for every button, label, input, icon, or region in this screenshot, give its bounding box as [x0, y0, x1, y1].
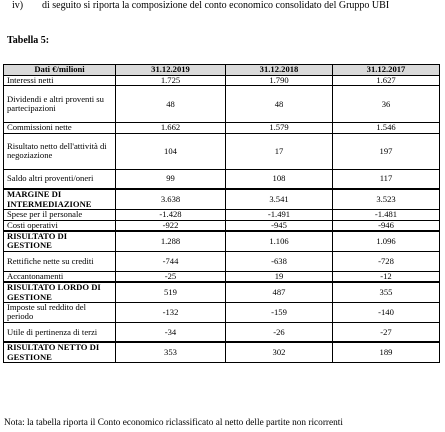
table-row: [4, 210, 440, 220]
table-title: Tabella 5:: [7, 35, 50, 46]
table-row: [4, 189, 440, 209]
row-label: MARGINE DI INTERMEDIAZIONE: [4, 189, 116, 209]
cell-value-2017: 3.523: [333, 189, 440, 209]
cell-value-2019: -25: [116, 271, 226, 282]
row-label: Commissioni nette: [4, 123, 116, 133]
table-row: [4, 302, 440, 322]
cell-value-2019: -132: [116, 302, 226, 322]
cell-value-2019: 99: [116, 169, 226, 189]
table-body: [4, 76, 440, 363]
cell-value-2018: 1.790: [226, 76, 333, 86]
cell-value-2018: -1.491: [226, 210, 333, 220]
cell-value-2017: -140: [333, 302, 440, 322]
table-row: [4, 169, 440, 189]
cell-value-2017: 189: [333, 342, 440, 362]
cell-value-2018: -159: [226, 302, 333, 322]
table-row: [4, 86, 440, 123]
cell-value-2019: -34: [116, 322, 226, 342]
column-header-label: Dati €/milioni: [4, 65, 116, 76]
cell-value-2018: 1.579: [226, 123, 333, 133]
column-header-2017: 31.12.2017: [333, 65, 440, 76]
table-note: Nota: la tabella riporta il Conto economico riclassificato al netto delle partite non ricorrenti: [4, 418, 343, 428]
row-label: Imposte sul reddito del periodo: [4, 302, 116, 322]
table-row: [4, 271, 440, 282]
cell-value-2019: 104: [116, 133, 226, 169]
cell-value-2017: 117: [333, 169, 440, 189]
column-header-2018: 31.12.2018: [226, 65, 333, 76]
row-label: RISULTATO DI GESTIONE: [4, 231, 116, 251]
row-label: Costi operativi: [4, 220, 116, 231]
row-label: Risultato netto dell'attività di negoziazione: [4, 133, 116, 169]
row-label: Rettifiche nette su crediti: [4, 251, 116, 271]
row-label: Interessi netti: [4, 76, 116, 86]
cell-value-2019: -1.428: [116, 210, 226, 220]
table-row: [4, 251, 440, 271]
cell-value-2018: 3.541: [226, 189, 333, 209]
cell-value-2018: -945: [226, 220, 333, 231]
cell-value-2018: -638: [226, 251, 333, 271]
cell-value-2018: 487: [226, 282, 333, 302]
cell-value-2019: 3.638: [116, 189, 226, 209]
row-label: Utile di pertinenza di terzi: [4, 322, 116, 342]
table-row: [4, 282, 440, 302]
column-header-2019: 31.12.2019: [116, 65, 226, 76]
cell-value-2019: 1.288: [116, 231, 226, 251]
cell-value-2019: 353: [116, 342, 226, 362]
cell-value-2017: -12: [333, 271, 440, 282]
cell-value-2019: 48: [116, 86, 226, 123]
cell-value-2017: 197: [333, 133, 440, 169]
cell-value-2018: 1.106: [226, 231, 333, 251]
cell-value-2018: 108: [226, 169, 333, 189]
row-label: Accantonamenti: [4, 271, 116, 282]
table-row: [4, 322, 440, 342]
cell-value-2019: -922: [116, 220, 226, 231]
table-row: [4, 133, 440, 169]
cell-value-2018: 48: [226, 86, 333, 123]
cell-value-2017: -27: [333, 322, 440, 342]
cell-value-2017: 355: [333, 282, 440, 302]
row-label: Saldo altri proventi/oneri: [4, 169, 116, 189]
cell-value-2017: 1.096: [333, 231, 440, 251]
cell-value-2018: 19: [226, 271, 333, 282]
cell-value-2017: -946: [333, 220, 440, 231]
cell-value-2018: 17: [226, 133, 333, 169]
table-row: [4, 342, 440, 362]
row-label: Spese per il personale: [4, 210, 116, 220]
table-row: [4, 231, 440, 251]
intro-text: di seguito si riporta la composizione del conto economico consolidato del Gruppo UBI: [42, 0, 390, 11]
row-label: RISULTATO LORDO DI GESTIONE: [4, 282, 116, 302]
cell-value-2019: 1.662: [116, 123, 226, 133]
cell-value-2017: -1.481: [333, 210, 440, 220]
cell-value-2017: 36: [333, 86, 440, 123]
cell-value-2017: 1.627: [333, 76, 440, 86]
cell-value-2018: -26: [226, 322, 333, 342]
table-row: [4, 123, 440, 133]
row-label: Dividendi e altri proventi su partecipazioni: [4, 86, 116, 123]
income-statement-table: [3, 64, 440, 363]
cell-value-2019: 1.725: [116, 76, 226, 86]
table-header-row: [4, 65, 440, 76]
cell-value-2019: 519: [116, 282, 226, 302]
table-row: [4, 220, 440, 231]
list-marker: iv): [12, 0, 24, 11]
table-row: [4, 76, 440, 86]
cell-value-2017: 1.546: [333, 123, 440, 133]
cell-value-2017: -728: [333, 251, 440, 271]
cell-value-2018: 302: [226, 342, 333, 362]
cell-value-2019: -744: [116, 251, 226, 271]
row-label: RISULTATO NETTO DI GESTIONE: [4, 342, 116, 362]
